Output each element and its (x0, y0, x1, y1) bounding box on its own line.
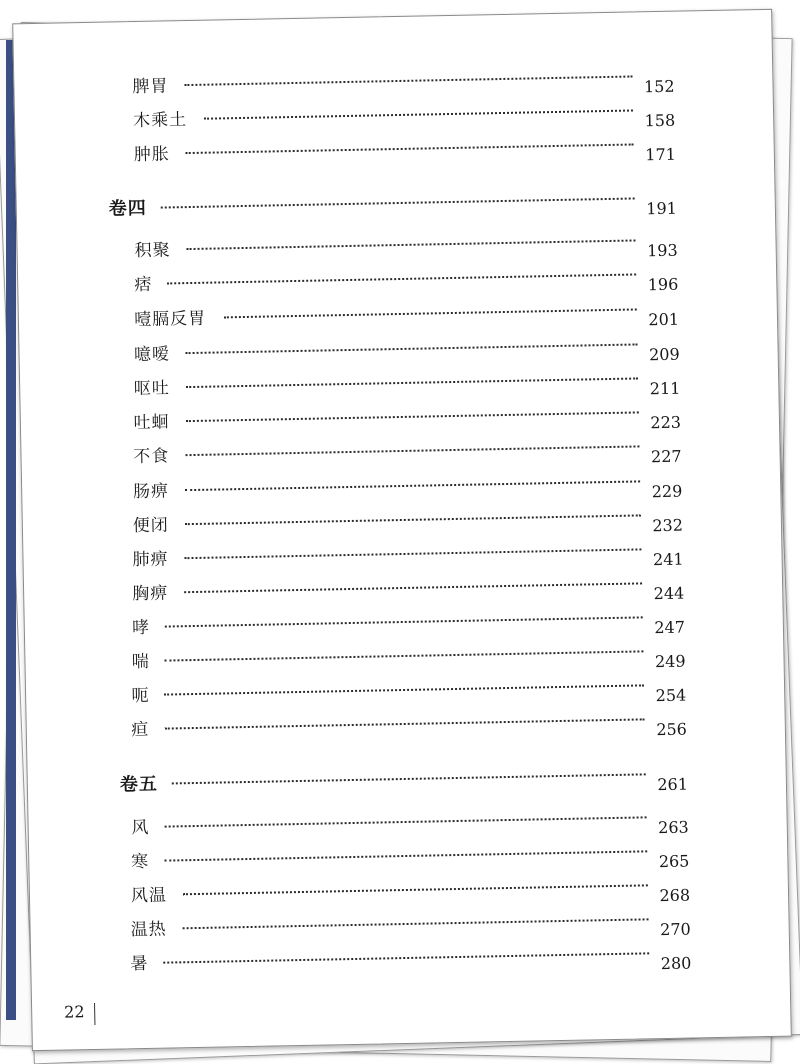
toc-entry-label: 风温 (130, 885, 168, 907)
table-of-contents (13, 10, 791, 1050)
toc-entry-label: 卷四 (108, 197, 147, 220)
toc-entry-label: 噎膈反胃 (134, 308, 207, 331)
toc-leader-dots (185, 445, 639, 456)
toc-page-number: 196 (647, 274, 679, 295)
toc-page (12, 9, 792, 1051)
toc-entry-label: 风 (131, 817, 150, 839)
toc-leader-dots (187, 239, 636, 250)
toc-entry-label: 肺痹 (132, 549, 169, 571)
toc-entry-label: 不食 (133, 446, 170, 468)
toc-page-number: 263 (658, 817, 689, 838)
toc-leader-dots (165, 650, 644, 661)
toc-page-number: 254 (655, 685, 687, 706)
toc-leader-dots (185, 411, 638, 422)
toc-volume-heading[interactable] (109, 184, 678, 227)
toc-page-number: 223 (650, 412, 682, 433)
toc-page-number: 211 (649, 378, 681, 399)
toc-entry-label: 温热 (130, 919, 167, 941)
toc-page-number: 241 (652, 549, 684, 570)
toc-entry-label: 暑 (130, 953, 149, 975)
toc-leader-dots (164, 816, 646, 827)
toc-volume-heading[interactable] (120, 760, 689, 803)
toc-page-number: 249 (654, 651, 686, 672)
toc-page-number: 209 (648, 344, 680, 365)
toc-leader-dots (186, 377, 638, 388)
toc-entry-label: 哮 (131, 617, 151, 639)
toc-entry-label: 痞 (134, 274, 153, 296)
toc-entry-label: 呕吐 (133, 378, 170, 400)
toc-entry-label: 喘 (131, 651, 150, 673)
toc-leader-dots (161, 197, 635, 208)
toc-leader-dots (184, 548, 641, 559)
toc-entry-label: 胸痹 (132, 583, 169, 605)
toc-entry-label: 脾胃 (132, 76, 169, 98)
toc-leader-dots (185, 514, 641, 525)
toc-entry-label: 卷五 (119, 773, 159, 796)
toc-leader-dots (184, 75, 632, 86)
toc-leader-dots (164, 718, 644, 729)
toc-page-number: 158 (644, 110, 676, 131)
toc-page-number: 270 (659, 919, 691, 940)
toc-page-number: 171 (645, 144, 677, 165)
toc-page-number: 256 (656, 719, 688, 740)
toc-page-number: 268 (659, 885, 691, 906)
toc-page-number: 229 (651, 481, 683, 502)
toc-leader-dots (224, 308, 637, 318)
toc-page-number: 201 (648, 309, 680, 330)
toc-entry-label: 噫嗳 (133, 344, 171, 366)
toc-page-number: 232 (652, 515, 684, 536)
toc-leader-dots (164, 684, 644, 695)
toc-entry-label: 积聚 (134, 240, 171, 262)
toc-leader-dots (165, 616, 643, 627)
toc-leader-dots (183, 884, 648, 895)
toc-leader-dots (183, 918, 649, 929)
toc-leader-dots (184, 582, 642, 593)
toc-leader-dots (172, 773, 646, 784)
toc-page-number: 265 (658, 851, 690, 872)
toc-entry-label: 肠痹 (132, 481, 170, 503)
toc-leader-dots (186, 343, 638, 354)
toc-page-number: 244 (653, 583, 685, 604)
toc-page-number: 152 (643, 76, 675, 97)
toc-page-number: 261 (657, 774, 689, 795)
toc-entry-label: 呃 (131, 685, 150, 707)
toc-leader-dots (163, 952, 649, 963)
toc-leader-dots (185, 480, 640, 491)
toc-page-number: 280 (660, 953, 692, 974)
toc-entry-label: 便闭 (132, 515, 169, 537)
toc-page-number: 193 (646, 240, 678, 261)
toc-entry-label: 木乘土 (132, 110, 188, 132)
toc-page-number: 227 (650, 446, 682, 467)
toc-page-number: 191 (646, 198, 678, 219)
toc-entry-label: 肿胀 (133, 144, 170, 166)
toc-entry-label: 寒 (130, 851, 150, 873)
page-number: 22 (64, 1002, 85, 1022)
toc-entry-label: 吐蛔 (133, 412, 170, 434)
toc-leader-dots (164, 850, 647, 861)
toc-leader-dots (167, 273, 636, 284)
toc-entry-label: 疸 (131, 719, 150, 741)
toc-leader-dots (204, 109, 633, 119)
toc-leader-dots (186, 143, 634, 154)
toc-page-number: 247 (654, 617, 686, 638)
